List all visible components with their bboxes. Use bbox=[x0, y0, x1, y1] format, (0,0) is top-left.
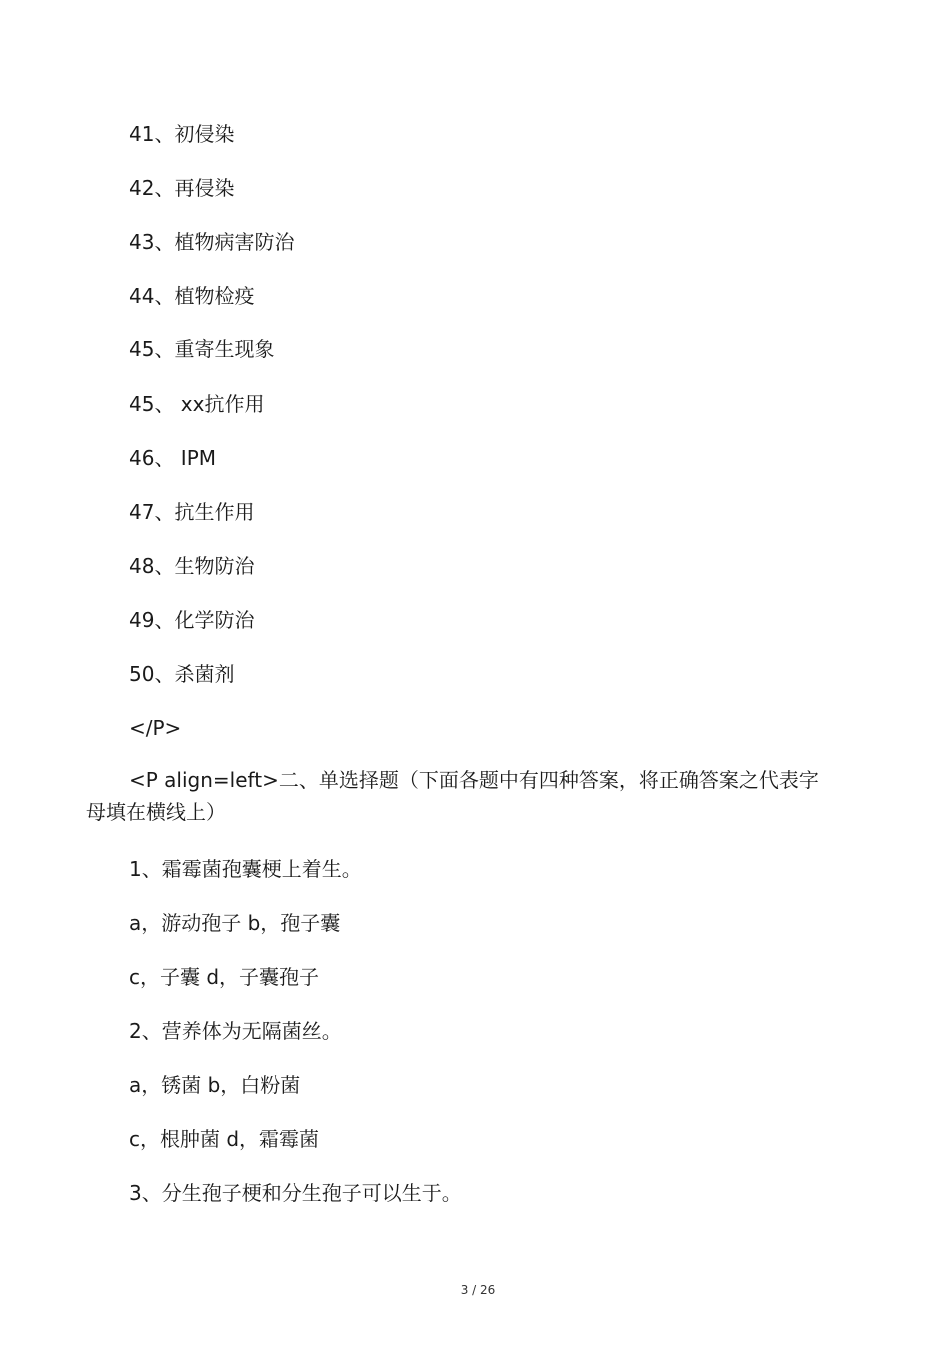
question-text: 1、霜霉菌孢囊梗上着生。 bbox=[129, 857, 362, 881]
list-item: 48、生物防治 bbox=[129, 554, 255, 578]
page-number: 3 / 26 bbox=[460, 1283, 496, 1297]
answer-options: a，锈菌 b，白粉菌 bbox=[129, 1073, 301, 1097]
list-item: 44、植物检疫 bbox=[129, 284, 255, 308]
closing-tag-text: </P> bbox=[129, 716, 182, 740]
section-heading: <P align=left>二、单选择题（下面各题中有四种答案，将正确答案之代表字母填在横线上） bbox=[86, 768, 819, 824]
answer-options: c，子囊 d，子囊孢子 bbox=[129, 965, 320, 989]
list-item: 47、抗生作用 bbox=[129, 500, 255, 524]
question-text: 3、分生孢子梗和分生孢子可以生于。 bbox=[129, 1181, 462, 1205]
list-item: 45、 xx抗作用 bbox=[129, 392, 265, 416]
answer-options: a，游动孢子 b，孢子囊 bbox=[129, 911, 341, 935]
list-item: 49、化学防治 bbox=[129, 608, 255, 632]
list-item: 46、 IPM bbox=[129, 446, 217, 470]
answer-options: c，根肿菌 d，霜霉菌 bbox=[129, 1127, 320, 1151]
list-item: 43、植物病害防治 bbox=[129, 230, 295, 254]
list-item: 50、杀菌剂 bbox=[129, 662, 235, 686]
list-item: 41、初侵染 bbox=[129, 122, 235, 146]
list-item: 45、重寄生现象 bbox=[129, 337, 275, 361]
list-item: 42、再侵染 bbox=[129, 176, 235, 200]
question-text: 2、营养体为无隔菌丝。 bbox=[129, 1019, 342, 1043]
